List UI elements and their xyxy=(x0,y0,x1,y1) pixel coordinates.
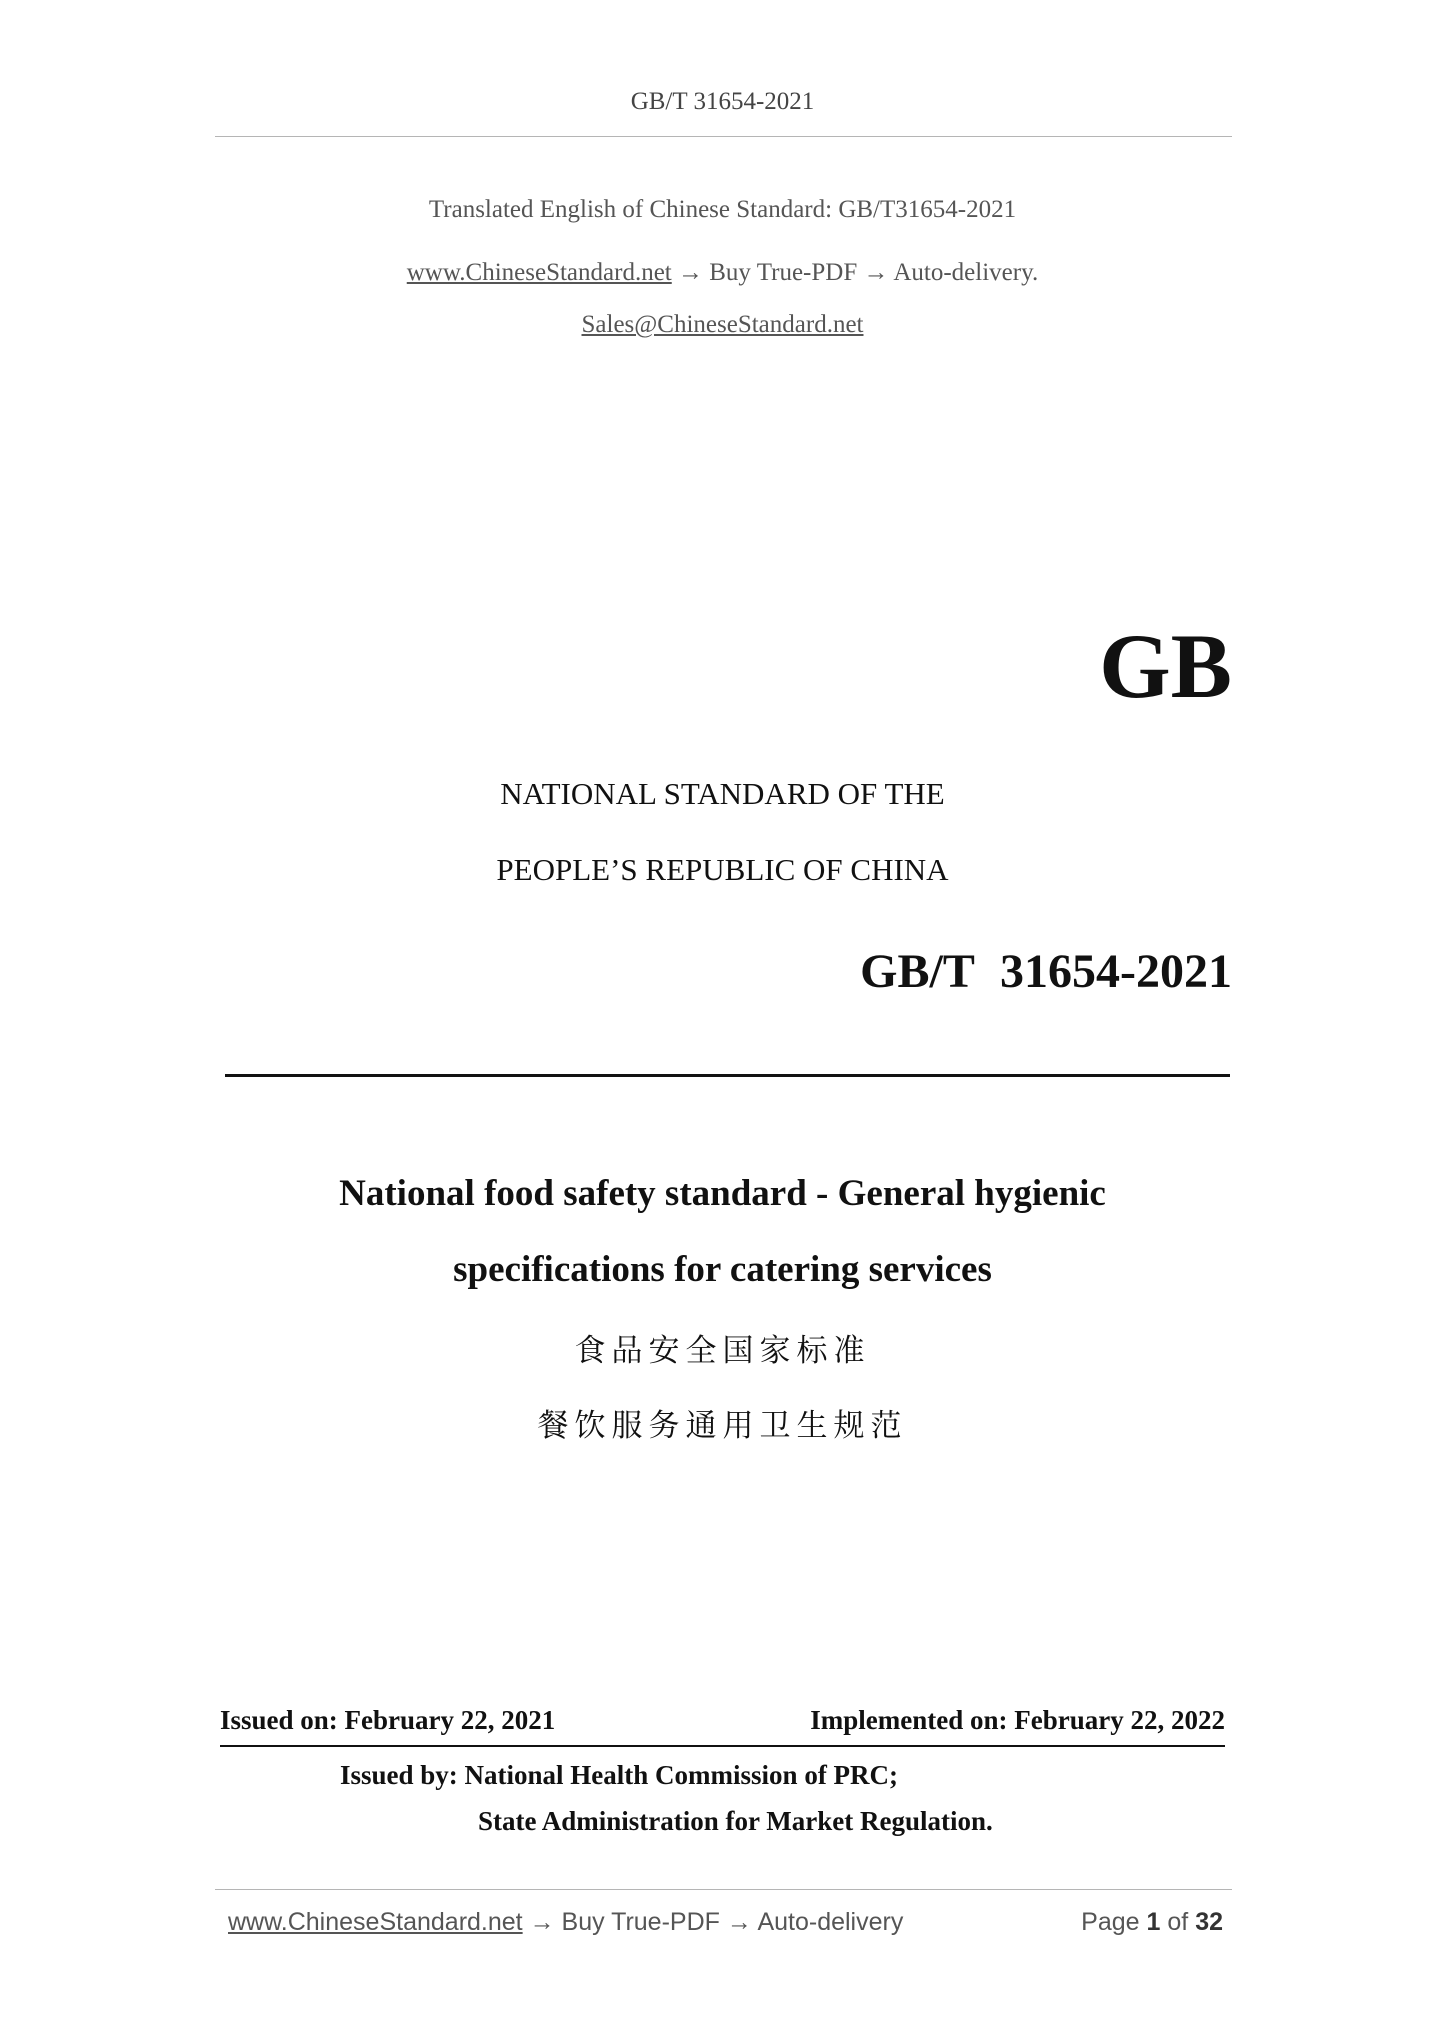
delivery-text: Auto-delivery. xyxy=(893,259,1039,286)
header-rule xyxy=(215,136,1232,137)
national-standard-line1: NATIONAL STANDARD OF THE xyxy=(500,776,945,811)
issued-on: Issued on: February 22, 2021 xyxy=(220,1705,556,1735)
footer-rule xyxy=(215,1889,1232,1890)
arrow-right-icon: → xyxy=(529,1908,555,1936)
title-divider xyxy=(225,1074,1230,1077)
chinese-title-line2: 餐饮服务通用卫生规范 xyxy=(537,1408,908,1444)
chinese-title-line1: 食品安全国家标准 xyxy=(574,1333,871,1369)
issue-date-rule xyxy=(220,1745,1225,1747)
page-total: 32 xyxy=(1195,1908,1223,1936)
arrow-right-icon: → xyxy=(863,259,889,286)
site-link[interactable]: www.ChineseStandard.net xyxy=(406,259,672,286)
footer-delivery-text: Auto-delivery xyxy=(757,1908,904,1936)
page-number: 1 xyxy=(1146,1908,1161,1936)
issued-by-line2: State Administration for Market Regulation. xyxy=(478,1806,993,1836)
implemented-on: Implemented on: February 22, 2022 xyxy=(810,1705,1225,1735)
sales-email-link[interactable]: Sales@ChineseStandard.net xyxy=(581,311,864,338)
standard-code: GB/T 31654-2021 xyxy=(860,945,1232,998)
of-label: of xyxy=(1167,1908,1189,1936)
national-standard-line2: PEOPLE’S REPUBLIC OF CHINA xyxy=(496,852,949,887)
gb-mark: GB xyxy=(1099,615,1232,717)
issued-by-line1: Issued by: National Health Commission of PRC; xyxy=(340,1760,899,1790)
buy-text: Buy True-PDF xyxy=(709,259,858,286)
page-indicator xyxy=(1081,1908,1223,1937)
footer-site-link[interactable]: www.ChineseStandard.net xyxy=(228,1908,523,1936)
translation-notice: Translated English of Chinese Standard: GB/T31654-2021 xyxy=(428,196,1017,223)
title-line1: National food safety standard - General hygienic xyxy=(339,1173,1106,1214)
page-label: Page xyxy=(1081,1908,1140,1936)
arrow-right-icon: → xyxy=(726,1908,752,1936)
running-header: GB/T 31654-2021 xyxy=(630,88,815,115)
purchase-line xyxy=(0,259,1445,287)
footer-purchase-line xyxy=(228,1908,903,1937)
email-line xyxy=(0,311,1445,339)
arrow-right-icon: → xyxy=(678,259,703,286)
footer-buy-text: Buy True-PDF xyxy=(561,1908,720,1936)
title-line2: specifications for catering services xyxy=(453,1249,992,1290)
